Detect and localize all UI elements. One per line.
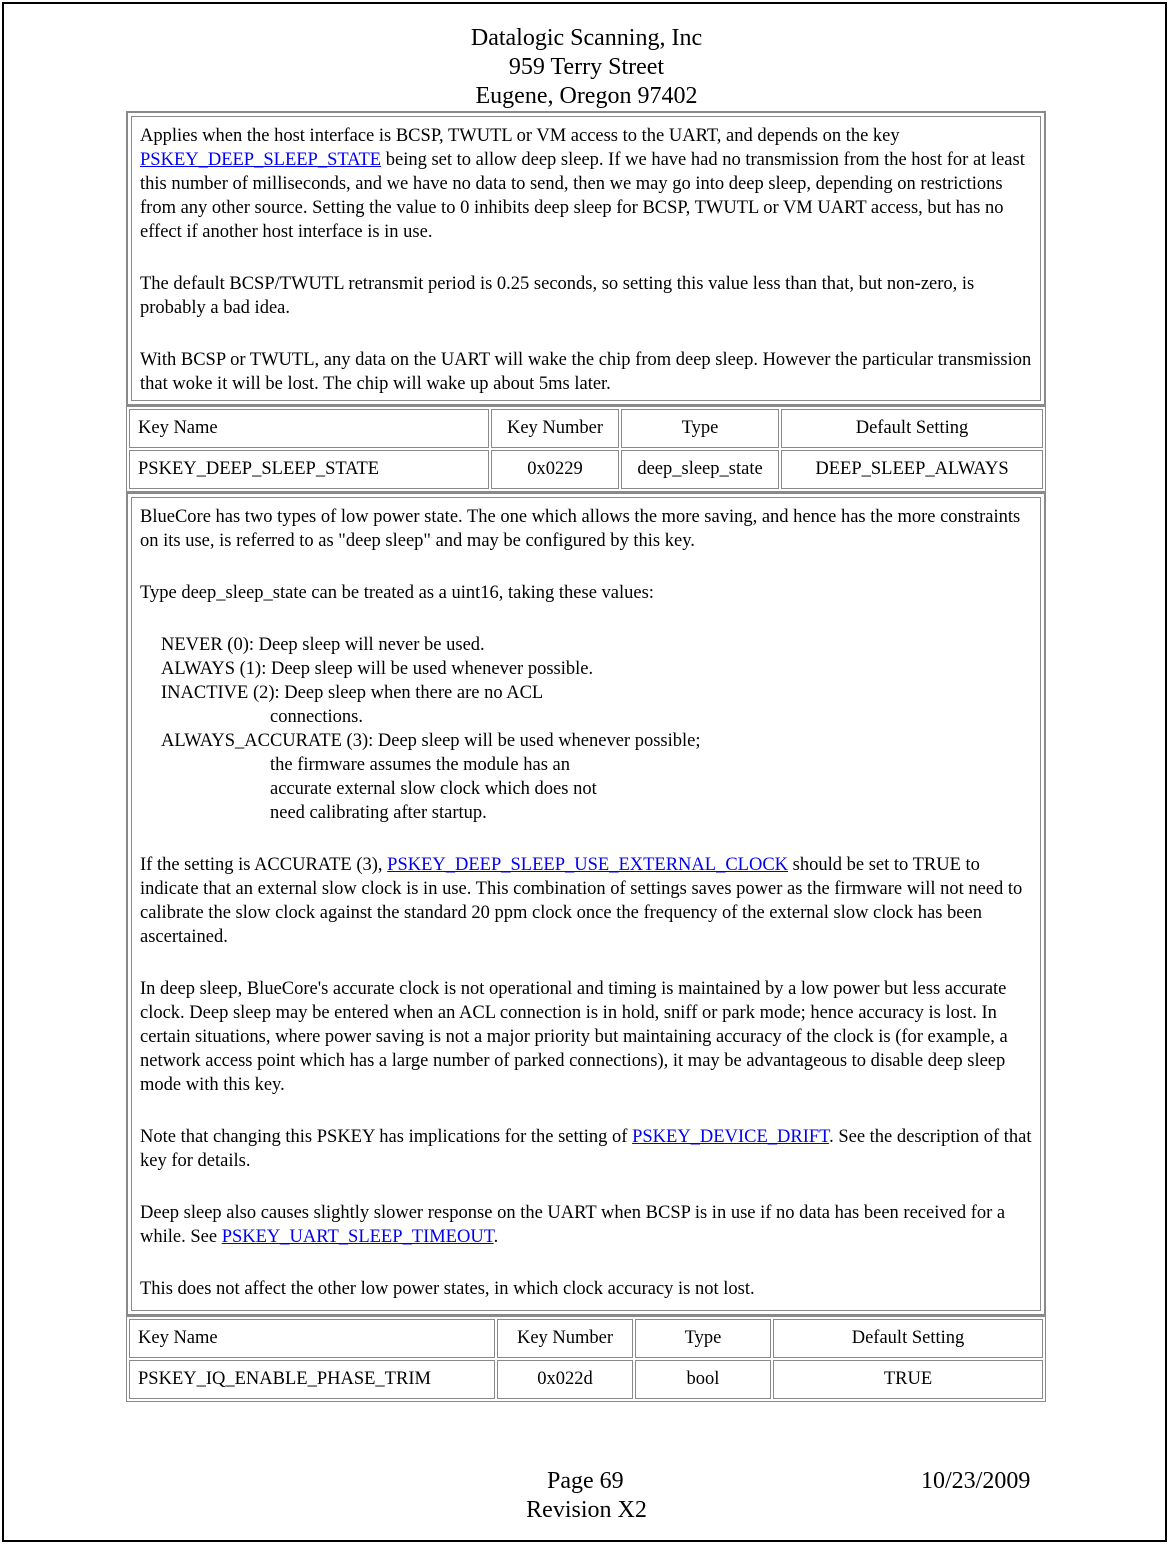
cell-key-number: 0x022d	[497, 1360, 633, 1399]
uart-sleep-description-box	[126, 111, 1046, 406]
table-header-row	[129, 1319, 1043, 1358]
cell-default-setting: DEEP_SLEEP_ALWAYS	[781, 450, 1043, 489]
description-paragraph: Note that changing this PSKEY has implications for the setting of PSKEY_DEVICE_DRIFT. See the description of that key for details.	[140, 1127, 1032, 1171]
header-type: Type	[635, 1319, 771, 1358]
footer-date: 10/23/2009	[921, 1468, 1031, 1494]
enum-value-continuation: accurate external slow clock which does not	[270, 779, 597, 799]
table-header-row	[129, 409, 1043, 448]
page-header	[0, 24, 1173, 111]
cell-key-name: PSKEY_IQ_ENABLE_PHASE_TRIM	[129, 1360, 495, 1399]
enum-values-list	[140, 633, 1032, 825]
enum-value: ALWAYS_ACCURATE (3): Deep sleep will be used whenever possible;	[161, 731, 701, 751]
description-paragraph: Applies when the host interface is BCSP, TWUTL or VM access to the UART, and depends on the key PSKEY_DEEP_SLEEP_STATE being set to allow deep sleep. If we have had no transmission from the host for at least this number of milliseconds, and we have no data to send, then we may go into deep sleep, depending on restrictions from any other source. Setting the value to 0 inhibits deep sleep for BCSP, TWUTL or VM UART access, but has no effect if another host interface is in use.	[140, 126, 1025, 242]
link-pskey-uart-sleep-timeout[interactable]: PSKEY_UART_SLEEP_TIMEOUT	[221, 1227, 494, 1247]
deep-sleep-state-description-box	[126, 492, 1046, 1316]
enum-value-continuation: need calibrating after startup.	[270, 803, 487, 823]
header-key-number: Key Number	[497, 1319, 633, 1358]
description-paragraph: Deep sleep also causes slightly slower response on the UART when BCSP is in use if no data has been received for a while. See PSKEY_UART_SLEEP_TIMEOUT.	[140, 1203, 1006, 1247]
table-row	[129, 450, 1043, 489]
company-name: Datalogic Scanning, Inc	[470, 25, 703, 51]
header-key-number: Key Number	[491, 409, 619, 448]
description-paragraph: With BCSP or TWUTL, any data on the UART will wake the chip from deep sleep. However the particular transmission that woke it will be lost. The chip will wake up about 5ms later.	[140, 350, 1032, 394]
company-city: Eugene, Oregon 97402	[475, 83, 698, 109]
revision: Revision X2	[526, 1497, 647, 1523]
enum-value-continuation: connections.	[270, 707, 363, 727]
cell-type: bool	[635, 1360, 771, 1399]
page-number: Page 69	[547, 1468, 624, 1494]
header-type: Type	[621, 409, 779, 448]
table-row	[129, 1360, 1043, 1399]
cell-default-setting: TRUE	[773, 1360, 1043, 1399]
enum-value-continuation: the firmware assumes the module has an	[270, 755, 571, 775]
description-paragraph: The default BCSP/TWUTL retransmit period is 0.25 seconds, so setting this value less than that, but non-zero, is probably a bad idea.	[140, 274, 975, 318]
description-paragraph: In deep sleep, BlueCore's accurate clock is not operational and timing is maintained by a low power but less accurate clock. Deep sleep may be entered when an ACL connection is in hold, sniff or park mode; hence accuracy is lost. In certain situations, where power saving is not a major priority but maintaining accuracy of the clock is (for example, a network access point which has a large number of parked connections), it may be advantageous to disable deep sleep mode with this key.	[140, 979, 1008, 1095]
company-street: 959 Terry Street	[508, 54, 665, 80]
description-paragraph: BlueCore has two types of low power state. The one which allows the more saving, and hence has the more constraints on its use, is referred to as "deep sleep" and may be configured by this key.	[140, 507, 1021, 551]
description-paragraph: Type deep_sleep_state can be treated as a uint16, taking these values:	[140, 583, 654, 603]
header-key-name: Key Name	[129, 409, 489, 448]
cell-type: deep_sleep_state	[621, 450, 779, 489]
cell-key-name: PSKEY_DEEP_SLEEP_STATE	[129, 450, 489, 489]
key-table-iq-enable-phase-trim	[126, 1316, 1046, 1402]
link-pskey-device-drift[interactable]: PSKEY_DEVICE_DRIFT	[632, 1127, 830, 1147]
cell-key-number: 0x0229	[491, 450, 619, 489]
header-default-setting: Default Setting	[773, 1319, 1043, 1358]
description-paragraph: This does not affect the other low power states, in which clock accuracy is not lost.	[140, 1279, 755, 1299]
enum-value: INACTIVE (2): Deep sleep when there are no ACL	[161, 683, 544, 703]
header-default-setting: Default Setting	[781, 409, 1043, 448]
header-key-name: Key Name	[129, 1319, 495, 1358]
enum-value: ALWAYS (1): Deep sleep will be used whenever possible.	[161, 659, 594, 679]
key-table-deep-sleep-state	[126, 406, 1046, 492]
description-paragraph: If the setting is ACCURATE (3), PSKEY_DEEP_SLEEP_USE_EXTERNAL_CLOCK should be set to TRUE to indicate that an external slow clock is in use. This combination of settings saves power as the firmware will not need to calibrate the slow clock against the standard 20 ppm clock once the frequency of the external slow clock has been ascertained.	[140, 855, 1023, 947]
link-pskey-deep-sleep-use-external-clock[interactable]: PSKEY_DEEP_SLEEP_USE_EXTERNAL_CLOCK	[387, 855, 789, 875]
link-pskey-deep-sleep-state[interactable]: PSKEY_DEEP_SLEEP_STATE	[140, 150, 382, 170]
page-footer	[0, 1467, 1173, 1525]
enum-value: NEVER (0): Deep sleep will never be used.	[161, 635, 485, 655]
